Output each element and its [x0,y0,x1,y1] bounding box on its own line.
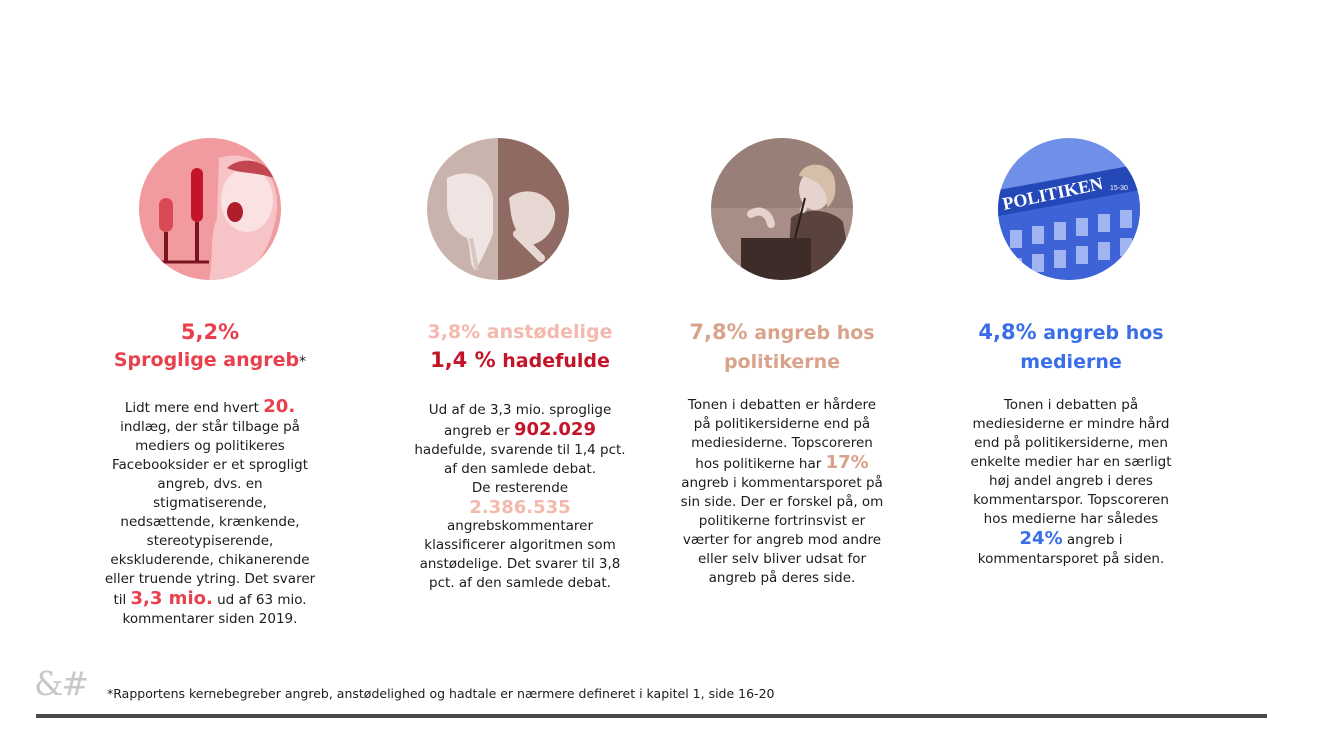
text-line: på politikersiderne end på [693,416,871,432]
column-body-text [400,401,640,593]
text-line: hos medierne har således [983,511,1159,527]
text-line: høj andel angreb i deres [989,473,1153,489]
text-line: Ud af de 3,3 mio. sproglige [428,402,612,418]
stat-label-text: hadefulde [495,350,610,372]
stat-line-hadefulde [400,346,640,376]
text-line: hadefulde, svarende til 1,4 pct. [414,442,626,458]
footer-divider [36,714,1267,718]
text-line: nedsættende, krænkende, [120,514,300,530]
thumbs-down-illustration [427,138,569,280]
stat-line-anstodelige: 3,8% anstødelige [427,321,613,343]
column-heading [90,318,330,376]
thumbs-down-image [427,138,569,280]
column-body-text [951,396,1191,569]
text-line: angreb i kommentarsporet på [681,475,883,491]
stat-label [90,346,330,376]
text-line: kommentarspor. Topscoreren [973,492,1169,508]
text-line: indlæg, der står tilbage på [120,419,300,435]
text-line: til [113,592,131,608]
highlight-number: 3,3 mio. [130,588,213,609]
newspaper-building-illustration [998,138,1140,280]
asterisk-mark: * [299,354,307,370]
text-line: kommentarer siden 2019. [122,611,298,627]
politician-speaker-illustration [711,138,853,280]
text-line: klassificerer algoritmen som [424,537,616,553]
building-sign-text: POLITIKEN [1000,173,1105,214]
newspaper-building-image [998,138,1140,280]
shouting-person-illustration [139,138,281,280]
text-line: enkelte medier har en særligt [970,454,1172,470]
stat-value: 4,8% [978,320,1037,344]
text-line: anstødelige. Det svarer til 3,8 [419,556,621,572]
text-line: mediesiderne er mindre hård [972,416,1170,432]
highlight-number: 902.029 [513,419,596,440]
text-line: eller truende ytring. Det svarer [104,571,316,587]
text-line: Tonen i debatten på [1003,397,1139,413]
text-line: stigmatiserende, [153,495,267,511]
text-line: angreb i [1062,532,1123,548]
text-line: værter for angreb mod andre [682,532,882,548]
column-body-text [662,396,902,588]
text-line: politikerne fortrinsvist er [698,513,866,529]
text-line: mediesiderne. Topscoreren [691,435,873,451]
text-line: af den samlede debat. [443,461,597,477]
stat-label: medierne [1020,351,1122,373]
building-number-text: 15-30 [1110,185,1128,192]
text-line: stereotypiserende, [146,533,274,549]
highlight-number: 17% [825,452,869,473]
brand-logo: &# [34,664,88,703]
highlight-number: 20. [263,396,296,417]
highlight-number: 24% [1019,528,1063,549]
text-line: ekskluderende, chikanerende [110,552,310,568]
stat-line [662,318,902,348]
text-line: eller selv bliver udsat for [697,551,867,567]
text-line: hos politikerne har [695,456,826,472]
stat-value: 1,4 % [430,348,496,372]
stat-label: politikerne [723,351,841,373]
text-line: mediers og politikeres [135,438,285,454]
text-line: sin side. Der er forskel på, om [680,494,884,510]
column-heading [951,318,1191,376]
text-line: kommentarsporet på siden. [977,551,1165,567]
footnote: *Rapportens kernebegreber angreb, anstødelighed og hadtale er nærmere defineret i kapitel 1, side 16-20 [107,686,775,701]
highlight-number: 2.386.535 [469,497,571,518]
shouting-person-image [139,138,281,280]
column-body-text [90,397,330,629]
stat-value: 7,8% [689,320,748,344]
stat-value: 5,2% [180,320,240,344]
text-line: pct. af den samlede debat. [429,575,611,591]
column-heading [400,318,640,376]
text-line: angreb, dvs. en [157,476,263,492]
text-line: angreb er [444,423,514,439]
politician-speaker-image [711,138,853,280]
stat-line [951,318,1191,348]
text-line: De resterende [471,480,569,496]
stat-label-text: angreb hos [747,322,875,344]
stat-label-text: angreb hos [1036,322,1164,344]
text-line: ud af 63 mio. [212,592,307,608]
text-line: end på politikersiderne, men [974,435,1168,451]
text-line: Lidt mere end hvert [124,400,264,416]
text-line: Tonen i debatten er hårdere [687,397,877,413]
text-line: angrebskommentarer [447,518,593,534]
text-line: angreb på deres side. [708,570,856,586]
column-heading [662,318,902,376]
stat-label-text: Sproglige angreb [113,349,300,371]
text-line: Facebooksider er et sprogligt [111,457,309,473]
